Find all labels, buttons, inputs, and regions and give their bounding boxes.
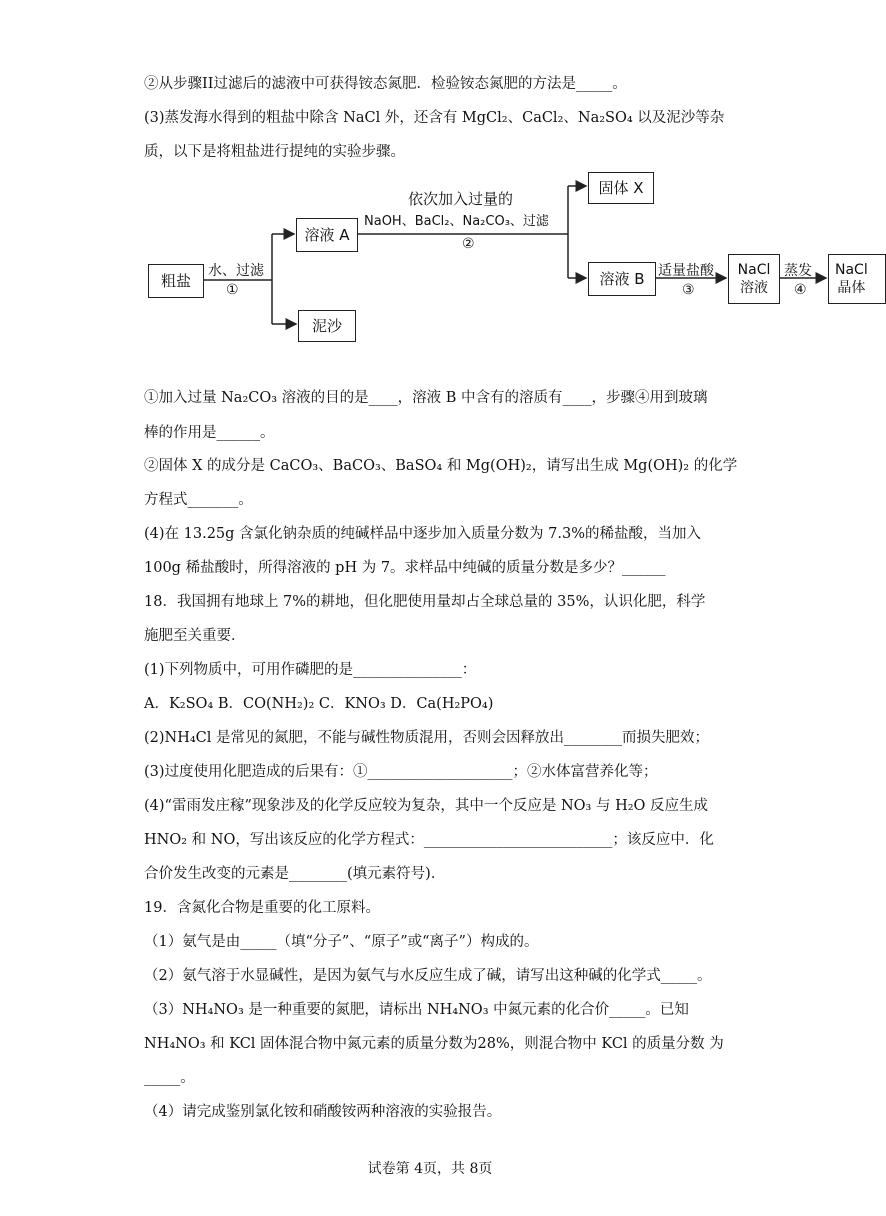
text-line: (1)下列物质中，可用作磷肥的是_______________： bbox=[144, 662, 477, 678]
text-line: (3)过度使用化肥造成的后果有：①____________________；②水体富营养化等； bbox=[144, 764, 658, 780]
text-line: HNO₂ 和 NO，写出该反应的化学方程式：__________________________；该反应中．化 bbox=[144, 832, 714, 848]
text-line: 合价发生改变的元素是________(填元素符号)． bbox=[144, 866, 446, 882]
text-line: 方程式_______。 bbox=[144, 492, 253, 508]
text-line: （1）氨气是由_____（填“分子”、“原子”或“离子”）构成的。 bbox=[144, 934, 539, 950]
label-step2-line2: NaOH、BaCl₂、Na₂CO₃、过滤 bbox=[364, 214, 549, 229]
box-nacl-crystal: NaCl 晶体 bbox=[828, 254, 886, 304]
text-line: (2)NH₄Cl 是常见的氮肥，不能与碱性物质混用，否则会因释放出________而损失肥效； bbox=[144, 730, 710, 746]
label-step4: 蒸发 bbox=[784, 263, 812, 279]
text-line: 质，以下是将粗盐进行提纯的实验步骤。 bbox=[144, 144, 405, 160]
text-line: A．K₂SO₄ B．CO(NH₂)₂ C．KNO₃ D．Ca(H₂PO₄) bbox=[144, 696, 494, 712]
text-line: (4)在 13.25g 含氯化钠杂质的纯碱样品中逐步加入质量分数为 7.3%的稀盐酸，当加入 bbox=[144, 526, 701, 542]
text-line: NH₄NO₃ 和 KCl 固体混合物中氮元素的质量分数为28%，则混合物中 KCl 的质量分数 为 bbox=[144, 1036, 724, 1052]
text-line: (4)“雷雨发庄稼”现象涉及的化学反应较为复杂，其中一个反应是 NO₃ 与 H₂O 反应生成 bbox=[144, 798, 709, 814]
box-nacl-solution: NaCl 溶液 bbox=[728, 254, 780, 304]
text-line: (3)蒸发海水得到的粗盐中除含 NaCl 外，还含有 MgCl₂、CaCl₂、Na₂SO₄ 以及泥沙等杂 bbox=[144, 110, 725, 126]
text-line: ①加入过量 Na₂CO₃ 溶液的目的是____，溶液 B 中含有的溶质有____，步骤④用到玻璃 bbox=[144, 390, 708, 406]
label-step1: 水、过滤 bbox=[208, 263, 264, 279]
label-step2-line1: 依次加入过量的 bbox=[408, 190, 514, 208]
text-line: （4）请完成鉴别氯化铵和硝酸铵两种溶液的实验报告。 bbox=[144, 1104, 502, 1120]
page-footer: 试卷第 4页，共 8页 bbox=[367, 1161, 493, 1177]
text-line: 19．含氮化合物是重要的化工原料。 bbox=[144, 900, 380, 916]
box-sand: 泥沙 bbox=[298, 310, 356, 342]
purification-flowchart bbox=[0, 170, 868, 360]
text-line: 18．我国拥有地球上 7%的耕地，但化肥使用量却占全球总量的 35%，认识化肥，科学 bbox=[144, 594, 706, 610]
text-line: ②固体 X 的成分是 CaCO₃、BaCO₃、BaSO₄ 和 Mg(OH)₂，请写出生成 Mg(OH)₂ 的化学 bbox=[144, 458, 738, 474]
text-line: 100g 稀盐酸时，所得溶液的 pH 为 7。求样品中纯碱的质量分数是多少？______ bbox=[144, 560, 666, 576]
box-crude-salt: 粗盐 bbox=[148, 264, 204, 298]
box-solution-a: 溶液 A bbox=[296, 218, 358, 252]
text-line: ②从步骤II过滤后的滤液中可获得铵态氮肥．检验铵态氮肥的方法是_____。 bbox=[144, 76, 627, 92]
label-step1-number: ① bbox=[226, 282, 239, 298]
text-line: （3）NH₄NO₃ 是一种重要的氮肥，请标出 NH₄NO₃ 中氮元素的化合价_____。已知 bbox=[144, 1002, 689, 1018]
label-step3-number: ③ bbox=[682, 282, 695, 298]
box-solid-x: 固体 X bbox=[588, 172, 654, 204]
text-line: （2）氨气溶于水显碱性，是因为氨气与水反应生成了碱，请写出这种碱的化学式_____。 bbox=[144, 968, 712, 984]
text-line: 施肥至关重要． bbox=[144, 628, 246, 644]
box-solution-b: 溶液 B bbox=[588, 262, 656, 296]
label-step3: 适量盐酸 bbox=[658, 263, 714, 279]
label-step2-number: ② bbox=[462, 236, 475, 252]
label-step4-number: ④ bbox=[794, 282, 807, 298]
text-line: _____。 bbox=[144, 1070, 195, 1086]
text-line: 棒的作用是______。 bbox=[144, 425, 275, 441]
